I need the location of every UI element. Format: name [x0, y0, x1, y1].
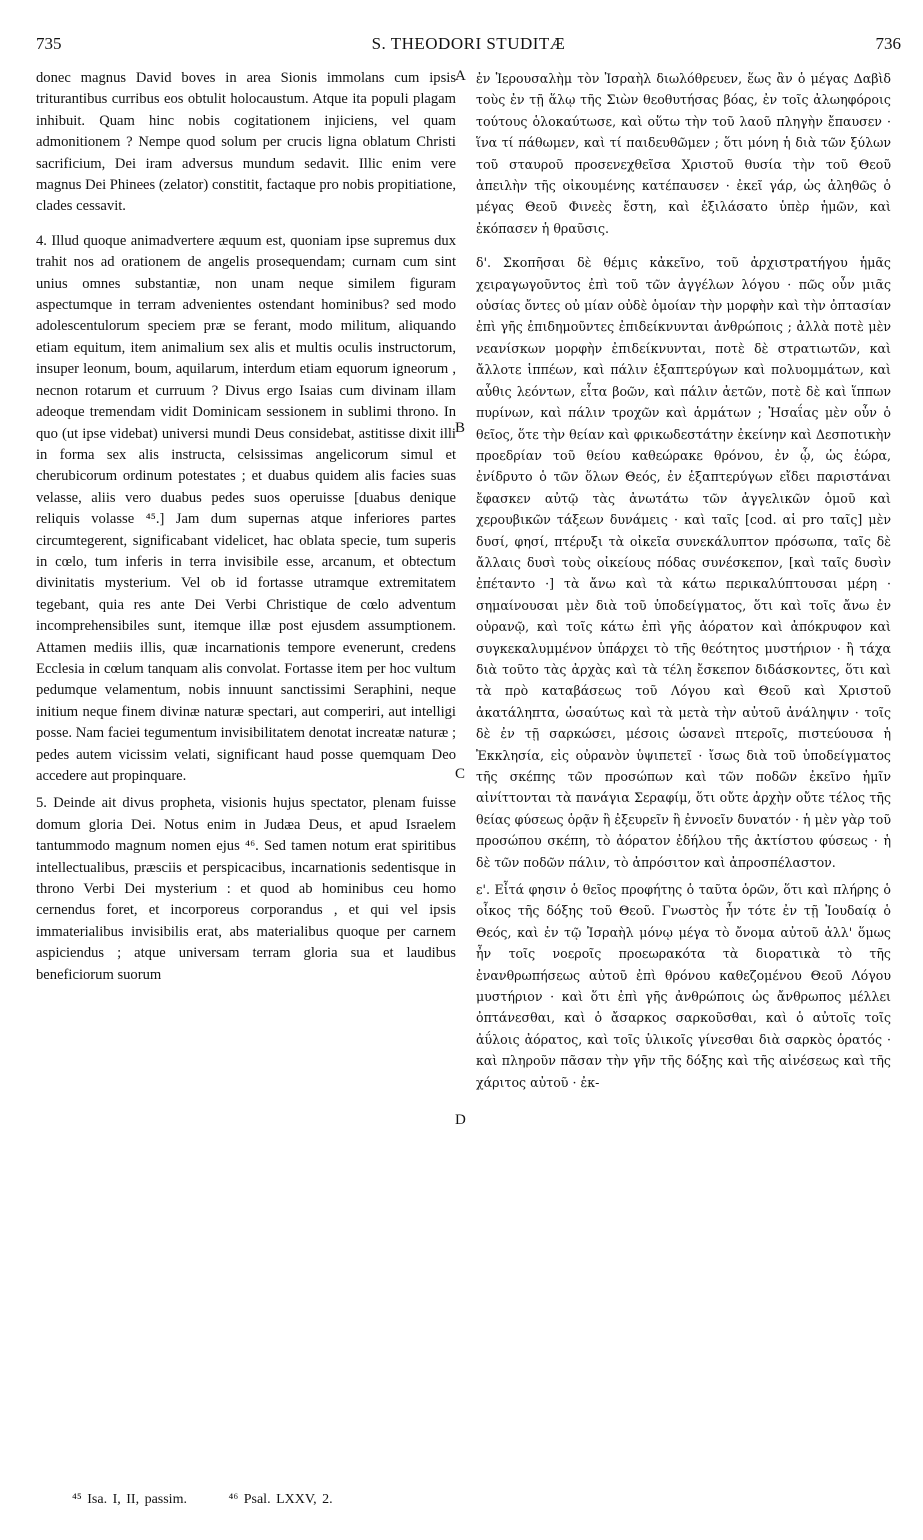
- margin-letter-b: B: [455, 420, 466, 436]
- footnote-46: ⁴⁶ Psal. LXXV, 2.: [228, 1492, 333, 1507]
- page-number-left: 735: [36, 34, 62, 53]
- greek-paragraph-1: ἐν Ἱερουσαλὴμ τὸν Ἰσραὴλ διωλόθρευεν, ἕως ἂν ὁ μέγας Δαβὶδ τοὺς ἐν τῇ ἅλῳ τῆς Σιὼν θεοθυτήσας βόας, ἐν τοῖς ἀλωηφόροις τούτους ὁλοκαύτωσε, καὶ οὕτω τὴν τοῦ λαοῦ πληγὴν ἔπαυσεν · ἵνα τί πάθωμεν, καὶ τί παιδευθῶμεν ; ὅτι μόνη ἡ διὰ τῶν ξύλων τοῦ σταυροῦ προσενεχθεῖσα Χριστοῦ θυσία τὴν τοῦ Θεοῦ ἀπειλὴν τῆς οἰκουμένης κατέπαυσεν · ἐκεῖ γάρ, ὡς ἀληθῶς ὁ μέγας Θεοῦ Φινεὲς ἔστη, καὶ ἐξιλάσατο ὑπὲρ ἡμῶν, καὶ ἐκόπασεν ἡ θραῦσις.: [476, 71, 891, 236]
- latin-paragraph-1: donec magnus David boves in area Sionis immolans cum ipsis triturantibus curribus eos obtulit holocaustum. Atque ita populi plagam inhibuit. Quam hinc nobis cogitationem injiciens, vel quam admonitionem ? Nempe quod solum per crucis ligna oblatum Christi sacrificium, Dei iram adversus mundum sedavit. Illic enim vere magnus Dei Phinees (zelator) constitit, factaque pro nobis propitiatione, clades cessavit.: [36, 70, 456, 215]
- margin-letter-a: A: [455, 68, 466, 84]
- latin-paragraph-3: 5. Deinde ait divus propheta, visionis hujus spectator, plenam fuisse domum gloria Dei. Notus enim in Judæa Deus, et apud Israelem tantummodo magnum nomen ejus ⁴⁶. Sed tamen notum erat spiritibus intellectualibus, præsciis et perspicacibus, incarnationis sedentisque in throno Verbi Dei mysterium : et quod ab hominibus ceu homo cernendus foret, et incorporeus corporandus , et qui vel ipsis immaterialibus invisibilis erat, abs materialibus quoque per carnem aspiciendus ; atque universam terram gloria sua et laudibus beneficiorum suorum: [36, 795, 456, 983]
- margin-letter-c: C: [455, 766, 466, 782]
- margin-letter-d: D: [455, 1112, 466, 1128]
- greek-paragraph-2: δ'. Σκοπῆσαι δὲ θέμις κἀκεῖνο, τοῦ ἀρχιστρατήγου ἡμᾶς χειραγωγοῦντος ἐπὶ τοῦ τῶν ἀγγέλων λόγου · πῶς οὖν μιᾶς οὐσίας ὄντες οὐ μίαν οὐδὲ ὁμοίαν τὴν μορφὴν καὶ τὴν ὀπτασίαν ἐπὶ γῆς ἐπιδημοῦντες ἐπιδείκνυνται ἀνθρώποις ; ἀλλὰ ποτὲ μὲν νεανίσκων μορφὴν ἐπιδείκνυνται, ποτὲ δὲ στρατιωτῶν, καὶ ἄλλοτε ἱππέων, καὶ πάλιν ἑξαπτερύγων καὶ πολυομμάτων, καὶ αὖθις λεόντων, εἶτα βοῶν, καὶ πάλιν ἀετῶν, ποτὲ δὲ καὶ ἵππων πυρίνων, καὶ πάλιν τροχῶν καὶ ἁρμάτων ; Ἠσαΐας μὲν οὖν ὁ θεῖος, ὅτε τὴν θείαν καὶ φρικωδεστάτην ἐκείνην καὶ Δεσποτικὴν προεδρίαν τοῦ θείου καθεώρακε θρόνου, ἐν ᾧ, ὡς ἑώρα, ἐνίδρυτο ὁ τῶν ὅλων Θεός, ἐν ἑξαπτερύγων εἴδει παριστάναι ἔφασκεν αὐτῷ τὰς ἀνωτάτω τῶν ἀγγελικῶν ὁμοῦ καὶ χερουβικῶν τάξεων δυνάμεις · καὶ ταῖς [cod. αἱ pro ταῖς] μὲν δυσί, φησί, πτέρυξι τὰ οἰκεῖα συνεκάλυπτον πρόσωπα, ταῖς δὲ ἄλλαις δυσὶ τοὺς οἰκείους πόδας συνέσκεπον, [καὶ ταῖς δυσὶν ἐπέταντο ·] τὰ ἄνω καὶ τὰ κάτω περικαλύπτουσαι μέρη · σημαίνουσαι μὲν διὰ τοῦ ὑποδείγματος, ὅτι καὶ τοῖς ἄνω ἐν οὐρανῷ, καὶ τοῖς κάτω ἐπὶ γῆς ἀόρατον καὶ ἀπόκρυφον καὶ συγκεκαλυμμένον ὑπάρχει τὸ τῆς θεότητος μυστήριον · ἢ τάχα διὰ τοῦτο τὰς ἀρχὰς καὶ τὰ τέλη ἔσκεπον διδάσκοντες, ὅτι καὶ τὰ πρὸ καταβάσεως τοῦ Λόγου καὶ Θεοῦ καὶ Χριστοῦ ἀκατάληπτα, ὡσαύτως καὶ τὰ μετὰ τὴν αὐτοῦ ἀνάληψιν · τοῖς δὲ ἐν τῇ σαρκώσει, μέσοις ὡσανεὶ πτεροῖς, πιστεύουσα ἡ Ἐκκλησία, εἰς οὐρανὸν ὑψιπετεῖ · ἴσως διὰ τοῦ ὑποδείγματος τῆς σκέπης τῶν προσώπων καὶ τῶν ποδῶν ἐκεῖνο ἡμῖν αἰνίττονται τὰ πανάγια Σεραφίμ, ὅτι οὔτε ἀρχὴν οὔτε τέλος τῆς θείας φύσεως ὁρᾷν ἢ ἐξευρεῖν ἢ ἐννοεῖν δυνατόν · ἡ μὲν γὰρ τοῦ προσώπου σκέπη, τὸ ἀόρατον ἐδήλου τῆς ἀκτίστου φύσεως · ἡ δὲ τῶν ποδῶν πάλιν, τὸ ἀπρόσιτον καὶ ἀπροσπέλαστον.: [476, 255, 891, 870]
- footnotes: [72, 1492, 369, 1508]
- greek-column: [476, 68, 891, 1093]
- page-header: [36, 34, 901, 60]
- latin-paragraph-2: 4. Illud quoque animadvertere æquum est, quoniam ipse supremus dux trahit nos ad orationem de angelis prosequendam; curnam cum sint unius omnes substantiæ, non unam neque similem figuram aspectumque in terram advenientes ostendant hominibus? sed modo adolescentulorum speciem præ se ferant, modo militum, aliquando etiam equitum, item animalium sex alis et multis oculis instructorum, insuper leonum, boum, aquilarum, interdum etiam equorum igneorum , necnon rotarum et curruum ? Divus ergo Isaias cum divinam illam adeoque tremendam vidit Dominicam sessionem in sublimi throno. In quo (ut ipse videbat) universi mundi Deus considebat, astitisse dixit illi in forma sex alis instructa, celsissimas angelicorum simul et cherubicorum ordinum potestates ; et duabus quidem alis facies suas velasse, aliis vero duabus pedes suos operuisse [duabus denique reliquis volasse ⁴⁵.] Jam dum supernas atque inferiores partes circumtegerent, significabant videlicet, hac oblata specie, tum superis in cœlo, tum inferis in terra invisibile esse, arcanum, et obtectum divinitatis mysterium. Vel ob id fortasse utramque extremitatem tegebant, quia res ante Dei Verbi Christique de cœlo adventum incomprehensibiles sunt, itemque illæ post ejusdem assumptionem. Attamen mediis illis, quæ incarnationis tempore evenerunt, credens Ecclesia in cœlum tanquam alis convolat. Fortasse item per hoc vultum pedumque velamentum, nobis innuunt sanctissimi Seraphini, neque initium neque finem divinæ naturæ spectari, aut comperiri, aut intelligi posse. Nam faciei tegumentum invisibilitatem denotat increatæ naturæ ; pedes autem vicissim velati, significant haud posse quemquam Deo accedere aut propinquare.: [36, 232, 456, 784]
- running-title: S. THEODORI STUDITÆ: [371, 34, 566, 53]
- footnote-45: ⁴⁵ Isa. I, II, passim.: [72, 1492, 187, 1507]
- latin-column: [36, 68, 456, 986]
- greek-paragraph-3: ε'. Εἶτά φησιν ὁ θεῖος προφήτης ὁ ταῦτα ὁρῶν, ὅτι καὶ πλήρης ὁ οἶκος τῆς δόξης τοῦ Θεοῦ. Γνωστὸς ἦν τότε ἐν τῇ Ἰουδαίᾳ ὁ Θεός, καὶ ἐν τῷ Ἰσραὴλ μόνῳ μέγα τὸ ὄνομα αὐτοῦ ἀλλ' ὅμως ἦν τοῖς νοεροῖς προεωρακότα τὰ διορατικὰ τὸ τῆς ἐνανθρωπήσεως αὐτοῦ ἐπὶ θρόνου καθεζομένου Θεοῦ Λόγου μυστήριον · καὶ ὅτι ἐπὶ γῆς ἀνθρώποις ὡς ἄνθρωπος μέλλει ὀπτάνεσθαι, καὶ ὁ ἄσαρκος σαρκοῦσθαι, καὶ ὁ αὐτοῖς τοῖς ἀΰλοις ἀόρατος, καὶ τοῖς ὑλικοῖς γίνεσθαι διὰ σαρκὸς ὁρατός · καὶ πληροῦν πᾶσαν τὴν γῆν τῆς δόξης καὶ τῆς αἰνέσεως καὶ τῆς χάριτος αὐτοῦ · ἐκ-: [476, 882, 891, 1090]
- page-number-right: 736: [875, 34, 901, 53]
